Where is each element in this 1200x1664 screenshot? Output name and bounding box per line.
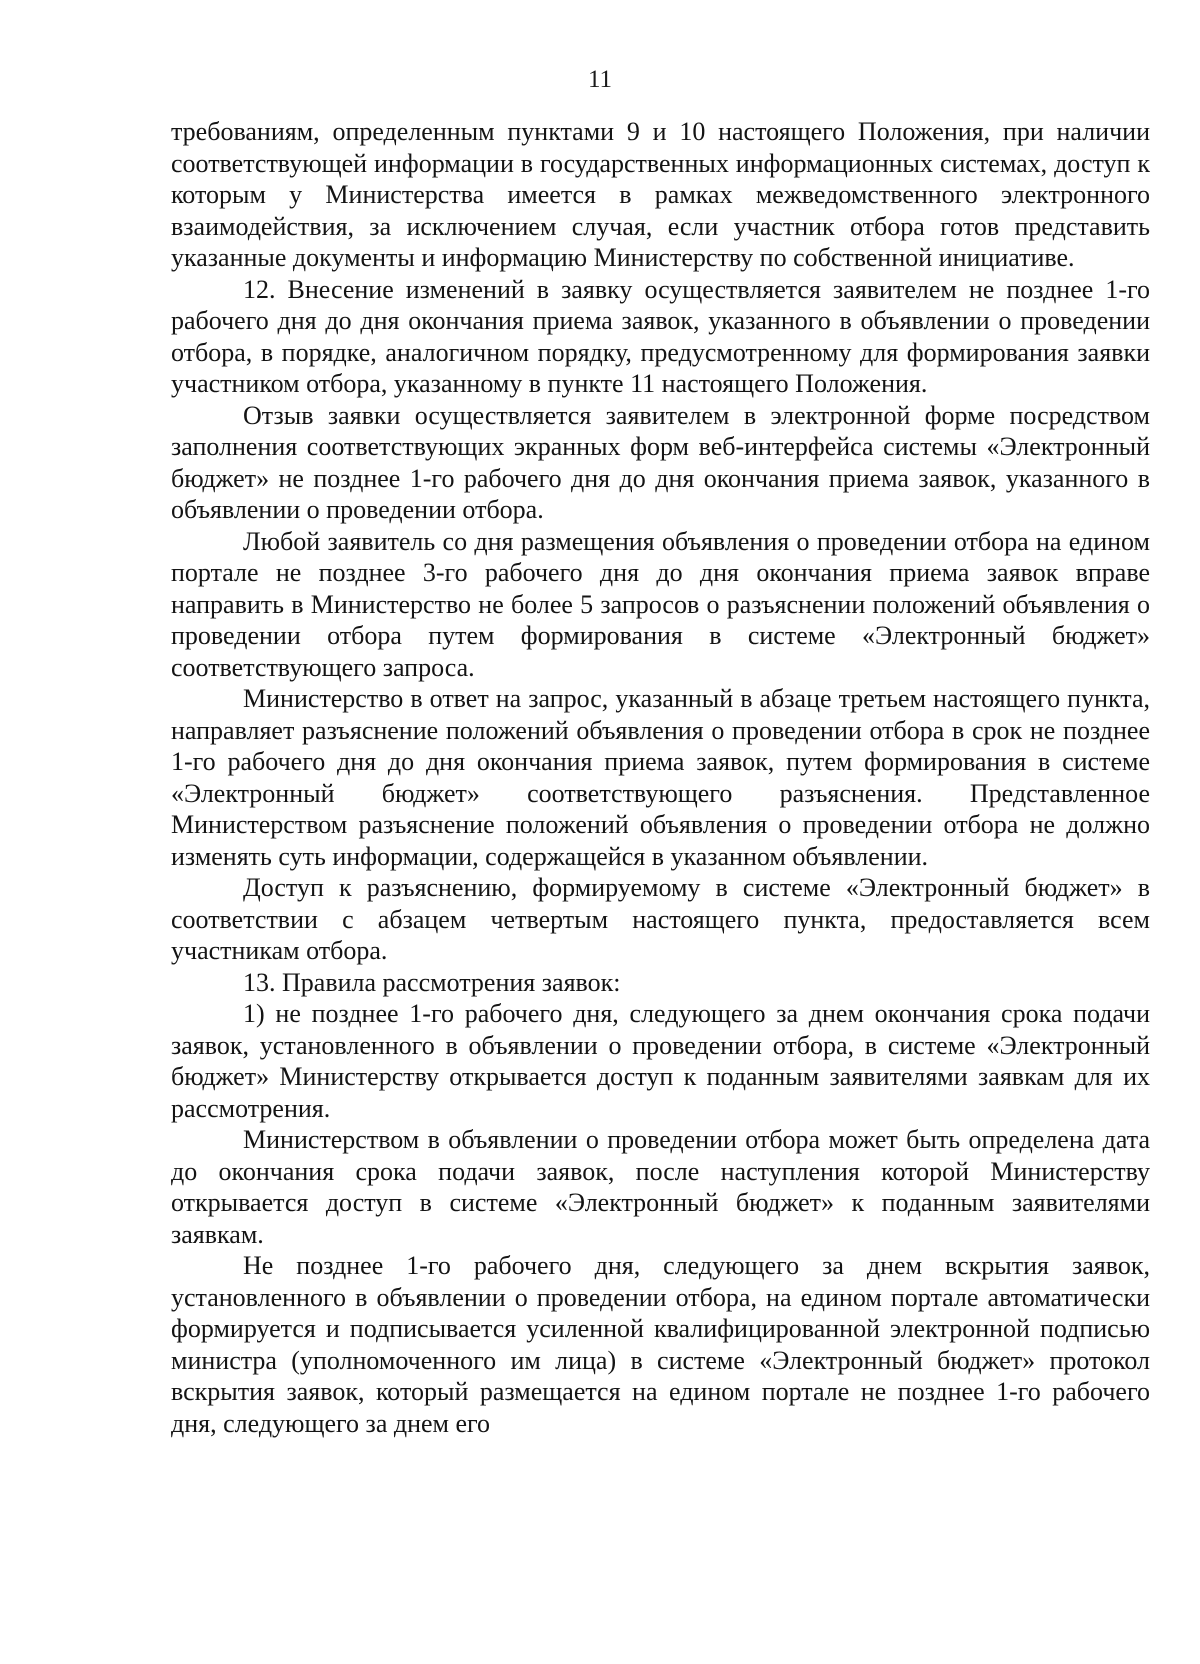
paragraph-withdrawal: Отзыв заявки осуществляется заявителем в электронной форме посредством заполнения соответствующих экранных форм веб-интерфейса системы «Электронный бюджет» не позднее 1-го рабочего дня до дня окончания приема заявок, указанного в объявлении о проведении отбора. (171, 400, 1150, 524)
document-body (171, 116, 1150, 1439)
paragraph-clause-13-item-1: 1) не позднее 1-го рабочего дня, следующего за днем окончания срока подачи заявок, установленного в объявлении о проведении отбора, в системе «Электронный бюджет» Министерству открывается доступ к поданным заявителями заявкам для их рассмотрения. (171, 999, 1150, 1123)
paragraph-access-clarification: Доступ к разъяснению, формируемому в системе «Электронный бюджет» в соответствии с абзацем четвертым настоящего пункта, предоставляется всем участникам отбора. (171, 873, 1150, 965)
paragraph-opening-date: Министерством в объявлении о проведении отбора может быть определена дата до окончания срока подачи заявок, после наступления которой Министерству открывается доступ в системе «Электронный бюджет» к поданным заявителями заявкам. (171, 1125, 1150, 1249)
paragraph-ministry-response: Министерство в ответ на запрос, указанный в абзаце третьем настоящего пункта, направляет разъяснение положений объявления о проведении отбора в срок не позднее 1-го рабочего дня до дня окончания приема заявок, путем формирования в системе «Электронный бюджет» соответствующего разъяснения. Представленное Министерством разъяснение положений объявления о проведении отбора не должно изменять суть информации, содержащейся в указанном объявлении. (171, 684, 1150, 871)
paragraph-clarification-request: Любой заявитель со дня размещения объявления о проведении отбора на едином портале не позднее 3-го рабочего дня до дня окончания приема заявок вправе направить в Министерство не более 5 запросов о разъяснении положений объявления о проведении отбора путем формирования в системе «Электронный бюджет» соответствующего запроса. (171, 526, 1150, 682)
paragraph-opening-protocol: Не позднее 1-го рабочего дня, следующего за днем вскрытия заявок, установленного в объявлении о проведении отбора, на едином портале автоматически формируется и подписывается усиленной квалифицированной электронной подписью министра (уполномоченного им лица) в системе «Электронный бюджет» протокол вскрытия заявок, который размещается на едином портале не позднее 1-го рабочего дня, следующего за днем его (171, 1251, 1150, 1438)
paragraph-clause-12: 12. Внесение изменений в заявку осуществляется заявителем не позднее 1-го рабочего дня до дня окончания приема заявок, указанного в объявлении о проведении отбора, в порядке, аналогичном порядку, предусмотренному для формирования заявки участником отбора, указанному в пункте 11 настоящего Положения. (171, 274, 1150, 398)
paragraph-clause-13-heading: 13. Правила рассмотрения заявок: (243, 967, 621, 997)
page-number: 11 (587, 66, 613, 93)
paragraph-continuation: требованиям, определенным пунктами 9 и 10 настоящего Положения, при наличии соответствующей информации в государственных информационных системах, доступ к которым у Министерства имеется в рамках межведомственного электронного взаимодействия, за исключением случая, если участник отбора готов представить указанные документы и информацию Министерству по собственной инициативе. (171, 117, 1150, 272)
